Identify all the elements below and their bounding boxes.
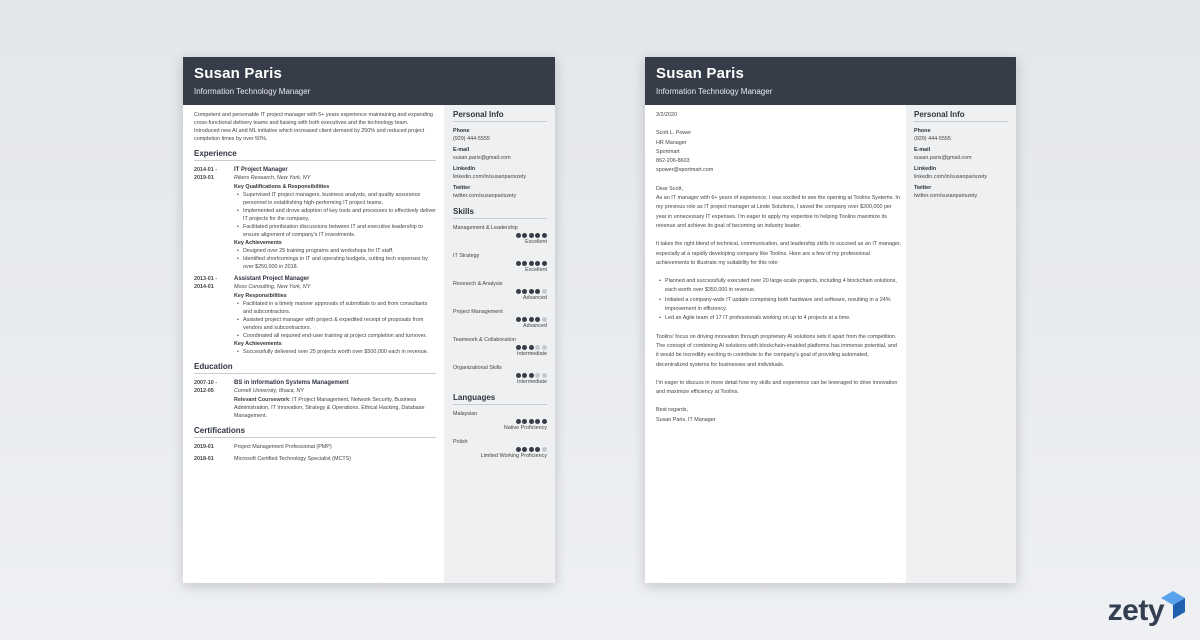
- rating-entry: [453, 280, 547, 302]
- job-title: Assistant Project Manager: [234, 276, 310, 282]
- cover-letter-sheet: [645, 57, 1016, 583]
- job-bullets: [234, 247, 436, 271]
- certification-date: 2019-01: [194, 444, 214, 450]
- letter-paragraph: As an IT manager with 6+ years of experience, I was excited to see the opening at Toolins Systems. In my previous role as IT project manager at Linde Solutions, I saved the company over $200,000 per year in unnecessary IT expenses. I'm eager to apply my expertise to helping Toolins maximize its revenue and achieve its goal of becoming an industry leader.: [656, 195, 900, 229]
- job-body: [234, 275, 436, 356]
- rating-name: Organizational Skills: [453, 365, 502, 371]
- job-bullet: • Facilitated in a timely manner approvals of submittals to and from consultants and subcontractors.: [237, 300, 436, 316]
- job-date-end: 2019-01: [194, 175, 214, 181]
- letter-main: [656, 111, 901, 425]
- resume-summary: Competent and personable IT project manager with 5+ years experience maintaining and expanding cross-functional delivery teams and liaising with both executives and the technology team. Introduced new AI and ML initiative which increased client demand by 250% and reduced project completion times by over 50%.: [194, 112, 433, 142]
- logo-text: zety: [1107, 594, 1164, 627]
- certification-entry: [194, 455, 436, 463]
- cube-logo-icon: [1160, 590, 1186, 620]
- email-value: susan.paris@gmail.com: [453, 155, 511, 161]
- linkedin-value: linkedin.com/in/susanpariszety: [914, 174, 988, 180]
- twitter-value: twitter.com/susanpariszety: [914, 193, 978, 199]
- letter-name: Susan Paris: [656, 65, 745, 82]
- rating-entry: [453, 224, 547, 246]
- certification-name: Microsoft Certified Technology Specialist (MCTS): [234, 456, 352, 462]
- job-date-end: 2014-01: [194, 284, 214, 290]
- skills-heading: Skills: [453, 208, 547, 219]
- phone-label: Phone: [914, 128, 931, 134]
- rating-level: Excellent: [525, 239, 547, 245]
- resume-name: Susan Paris: [194, 65, 283, 82]
- rating-name: IT Strategy: [453, 253, 480, 259]
- rating-dot-icon: [516, 233, 521, 238]
- twitter-label: Twitter: [914, 185, 932, 191]
- zety-logo: [1108, 590, 1186, 626]
- job-title: IT Project Manager: [234, 167, 288, 173]
- experience-heading: Experience: [194, 150, 436, 161]
- job-subheading: Key Qualifications & Responsibilities: [234, 184, 330, 190]
- job-entry: [194, 275, 436, 356]
- recipient-line: HR Manager: [656, 139, 687, 146]
- skills-list: [453, 224, 547, 386]
- job-bullets: [234, 300, 436, 340]
- job-date-start: 2014-01 -: [194, 167, 218, 173]
- job-company: Moss Consulting, New York, NY: [234, 284, 311, 290]
- email-label: E-mail: [453, 147, 470, 153]
- resume-main: [194, 111, 436, 467]
- phone-value: (929) 444-5555: [914, 136, 951, 142]
- linkedin-label: LinkedIn: [453, 166, 476, 172]
- rating-level: Intermediate: [517, 351, 547, 357]
- rating-entry: [453, 438, 547, 460]
- letter-date: 3/2/2020: [656, 112, 677, 118]
- rating-dot-icon: [516, 261, 521, 266]
- job-bullet: • Supervised IT project managers, business analysts, and quality assurance personnel in establishing high-performing IT project teams.: [237, 191, 436, 207]
- education-dates: [194, 379, 234, 420]
- rating-level: Advanced: [523, 323, 547, 329]
- certification-entry: [194, 443, 436, 451]
- letter-bullets: [656, 277, 901, 323]
- rating-level: Excellent: [525, 267, 547, 273]
- education-entry: [194, 379, 436, 420]
- languages-list: [453, 410, 547, 460]
- resume-role: Information Technology Manager: [194, 87, 311, 96]
- job-bullets: [234, 348, 436, 356]
- resume-side: [453, 111, 547, 466]
- certification-date: 2018-01: [194, 456, 214, 462]
- rating-level: Advanced: [523, 295, 547, 301]
- linkedin-value: linkedin.com/in/susanpariszety: [453, 174, 527, 180]
- linkedin-label: LinkedIn: [914, 166, 937, 172]
- certification-name: Project Management Professional (PMP): [234, 444, 332, 450]
- coursework-text: : IT Project Management, Network Security, Business Administration, IT Innovation, Strategy & Operations, Ethical Hacking, Database Management.: [234, 397, 425, 419]
- personal-info-heading: Personal Info: [453, 111, 547, 122]
- certifications-heading: Certifications: [194, 427, 436, 438]
- job-bullet: • Successfully delivered over 25 projects worth over $500,000 each in revenue.: [237, 348, 436, 356]
- education-school: Cornell University, Ithaca, NY: [234, 388, 305, 394]
- rating-entry: [453, 336, 547, 358]
- rating-name: Management & Leadership: [453, 225, 518, 231]
- rating-name: Teamwork & Collaboration: [453, 337, 516, 343]
- job-date-start: 2013-01 -: [194, 276, 218, 282]
- letter-personal-info-heading: Personal Info: [914, 111, 1008, 122]
- signature-line: Susan Paris, IT Manager: [656, 416, 716, 423]
- email-label: E-mail: [914, 147, 931, 153]
- recipient-line: Sportmart: [656, 148, 680, 155]
- letter-role: Information Technology Manager: [656, 87, 773, 96]
- education-date-end: 2012-05: [194, 388, 214, 394]
- job-bullet: • Identified shortcomings in IT and operating budgets, cutting tech expenses by over $250,000 in 2018.: [237, 255, 436, 271]
- rating-level: Native Proficiency: [503, 425, 547, 431]
- letter-paragraph: It takes the right blend of technical, communication, and leadership skills to succeed as an IT manager, especially at a rapidly developing company like Toolins. Here are a few of my professional achievements to illustrate my suitability for this role:: [656, 241, 902, 266]
- rating-name: Malaysian: [453, 411, 478, 417]
- rating-name: Research & Analysis: [453, 281, 503, 287]
- job-bullet: • Facilitated prioritization discussions between IT and executive leadership to ensure alignment of company's IT investments.: [237, 223, 436, 239]
- letter-bullet: • Initiated a company-wide IT update comprising both hardware and software, resulting in a 24% improvement in efficiency.: [659, 296, 901, 315]
- job-bullet: • Assisted project manager with project & expedited receipt of proposals from vendors and subcontractors.: [237, 316, 436, 332]
- education-date-start: 2007-10 -: [194, 380, 218, 386]
- education-degree: BS in Information Systems Management: [234, 380, 349, 386]
- rating-level: Limited Working Proficiency: [480, 453, 547, 459]
- job-dates: [194, 275, 234, 356]
- recipient-line: spower@sportmart.com: [656, 167, 714, 174]
- letter-side: [914, 111, 1008, 202]
- recipient-line: 862-206-8603: [656, 158, 690, 165]
- resume-sheet: [183, 57, 555, 583]
- letter-greeting: Dear Scott,: [656, 185, 683, 192]
- letter-paragraph: Toolins' focus on driving innovation through proprietary AI solutions sets it apart from the competition. The concept of combining AI solutions with blockchain-enabled platforms has immense potential, and it would be incredibly exciting to contribute to the company's goal of providing automated, decentralized systems for businesses and individuals.: [656, 333, 897, 368]
- letter-header: [645, 57, 1016, 105]
- phone-value: (929) 444-5555: [453, 136, 490, 142]
- twitter-value: twitter.com/susanpariszety: [453, 193, 517, 199]
- rating-entry: [453, 252, 547, 274]
- rating-name: Project Management: [453, 309, 503, 315]
- job-dates: [194, 166, 234, 271]
- phone-label: Phone: [453, 128, 470, 134]
- letter-recipient: [656, 129, 901, 175]
- rating-name: Polish: [453, 439, 468, 445]
- rating-entry: [453, 410, 547, 432]
- coursework-label: Relevant Coursework: [234, 397, 290, 403]
- letter-bullet: • Planned and successfully executed over 20 large-scale projects, including 4 blockchain solutions, each worth over $350,000 in revenue.: [659, 277, 901, 296]
- letter-closing: [656, 406, 901, 425]
- education-coursework: [234, 396, 436, 420]
- job-subheading: Key Achievements: [234, 240, 282, 246]
- education-body: [234, 379, 436, 420]
- job-subheading: Key Achievements: [234, 341, 282, 347]
- job-entry: [194, 166, 436, 271]
- job-bullet: • Designed over 25 training programs and workshops for IT staff.: [237, 247, 436, 255]
- job-bullet: • Coordinated all required end-user training at project completion and turnover.: [237, 332, 436, 340]
- rating-entry: [453, 364, 547, 386]
- resume-header: [183, 57, 555, 105]
- job-bullets: [234, 191, 436, 239]
- rating-dot-icon: [516, 317, 521, 322]
- closing-line: Best regards,: [656, 407, 689, 414]
- job-body: [234, 166, 436, 271]
- job-bullet: • Implemented and drove adoption of key tools and processes to effectively deliver IT projects for the company.: [237, 207, 436, 223]
- rating-dot-icon: [516, 289, 521, 294]
- job-company: Rikers Research, New York, NY: [234, 175, 311, 181]
- education-heading: Education: [194, 363, 436, 374]
- twitter-label: Twitter: [453, 185, 471, 191]
- job-subheading: Key Responsibilities: [234, 293, 287, 299]
- recipient-line: Scott L. Power: [656, 130, 692, 137]
- email-value: susan.paris@gmail.com: [914, 155, 972, 161]
- letter-bullet: • Led an Agile team of 17 IT professionals working on up to 4 projects at a time.: [659, 314, 901, 323]
- rating-level: Intermediate: [517, 379, 547, 385]
- letter-paragraph: I'm eager to discuss in more detail how my skills and experience can be leveraged to drive innovation and maximize efficiency at Toolins.: [656, 379, 898, 396]
- languages-heading: Languages: [453, 394, 547, 405]
- rating-entry: [453, 308, 547, 330]
